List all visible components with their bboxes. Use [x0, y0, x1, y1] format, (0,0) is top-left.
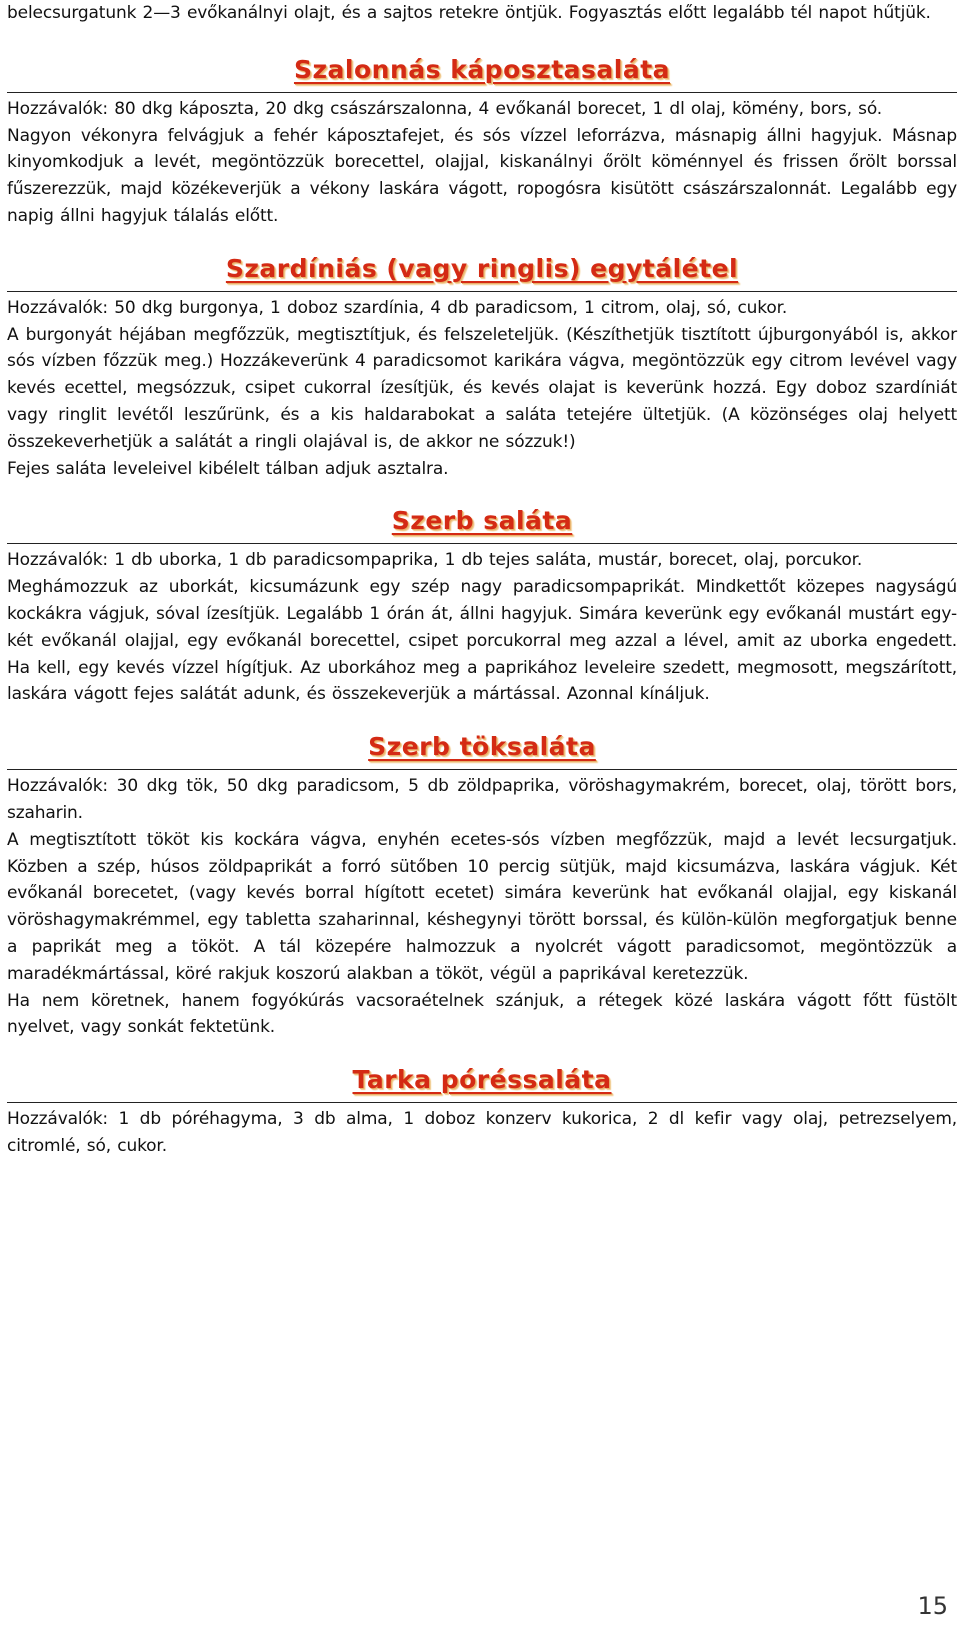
intro-paragraph: belecsurgatunk 2—3 evőkanálnyi olajt, és a sajtos retekre öntjük. Fogyasztás előtt legalább tél napot hűtjük.	[7, 3, 931, 23]
recipe-section	[7, 55, 957, 230]
ingredients-paragraph: Hozzávalók: 30 dkg tök, 50 dkg paradicsom, 5 db zöldpaprika, vöröshagymakrém, borecet, olaj, törött bors, szaharin.	[7, 776, 957, 823]
section-divider	[7, 92, 957, 93]
section-divider	[7, 291, 957, 292]
serving-paragraph: Ha nem köretnek, hanem fogyókúrás vacsoraételnek szánjuk, a rétegek közé laskára vágott főtt füstölt nyelvet, vagy sonkát fektetünk.	[7, 990, 957, 1038]
recipe-section	[7, 1065, 957, 1160]
ingredients-paragraph: Hozzávalók: 1 db póréhagyma, 3 db alma, 1 doboz konzerv kukorica, 2 dl kefir vagy olaj, petrezselyem, citromlé, só, cukor.	[7, 1109, 957, 1156]
section-divider	[7, 769, 957, 770]
recipe-section	[7, 732, 957, 1041]
method-paragraph: A burgonyát héjában megfőzzük, megtisztítjuk, és felszeleteljük. (Készíthetjük tisztított újburgonyából is, akkor sós vízben főzzük meg.) Hozzákeverünk 4 paradicsomot karikára vágva, megöntözzük egy citrom levével vagy kevés ecettel, megsózzuk, csipet cukorral ízesítjük, és kevés olajat is keverünk hozzá. Egy doboz szardíniát vagy ringlit levétől leszűrünk, és a kis haldarabokat a saláta tetejére ültetjük. (A közönséges olaj helyett összekeverhetjük a salátát a ringli olajával is, de akkor ne sózzuk!)	[7, 324, 957, 452]
page-content	[7, 0, 957, 1160]
ingredients-paragraph: Hozzávalók: 50 dkg burgonya, 1 doboz szardínia, 4 db paradicsom, 1 citrom, olaj, só, cukor.	[7, 297, 788, 318]
serving-paragraph: Fejes saláta leveleivel kibélelt tálban adjuk asztalra.	[7, 458, 449, 479]
recipe-section	[7, 506, 957, 708]
recipe-section	[7, 254, 957, 483]
section-divider	[7, 543, 957, 544]
recipe-title: Szerb töksaláta	[368, 732, 596, 762]
recipe-title: Tarka póréssaláta	[352, 1065, 612, 1095]
section-divider	[7, 1102, 957, 1103]
ingredients-paragraph: Hozzávalók: 1 db uborka, 1 db paradicsompaprika, 1 db tejes saláta, mustár, borecet, olaj, porcukor.	[7, 550, 863, 571]
recipe-title: Szardíniás (vagy ringlis) egytálétel	[225, 253, 739, 283]
method-paragraph: Meghámozzuk az uborkát, kicsumázunk egy szép nagy paradicsompaprikát. Mindkettőt közepes nagyságú kockákra vágjuk, sóval ízesítjük. Legalább 1 órán át, állni hagyjuk. Simára keverünk egy evőkanál mustárt egy-két evőkanál olajjal, egy evőkanál borecettel, csipet porcukorral meg azzal a lével, amit az uborka engedett. Ha kell, egy kevés vízzel hígítjuk. Az uborkához meg a paprikához leveleire szedett, megmosott, megszárított, laskára vágott fejes salátát adunk, és összekeverjük a mártással. Azonnal kínáljuk.	[7, 577, 957, 705]
method-paragraph: Nagyon vékonyra felvágjuk a fehér káposztafejet, és sós vízzel leforrázva, másnapig állni hagyjuk. Másnap kinyomkodjuk a levét, megöntözzük borecettel, olajjal, kiskanálnyi őrölt köménnyel és frissen őrölt borssal fűszerezzük, majd közékeverjük a vékony laskára vágott, ropogósra kisütött császárszalonnát. Legalább egy napig állni hagyjuk tálalás előtt.	[7, 125, 957, 226]
page-number: 15	[917, 1592, 948, 1620]
ingredients-paragraph: Hozzávalók: 80 dkg káposzta, 20 dkg császárszalonna, 4 evőkanál borecet, 1 dl olaj, kömény, bors, só.	[7, 98, 883, 119]
method-paragraph: A megtisztított tököt kis kockára vágva, enyhén ecetes-sós vízben megfőzzük, majd a levét lecsurgatjuk. Közben a szép, húsos zöldpaprikát a forró sütőben 10 percig sütjük, majd kicsumázva, laskára vágjuk. Két evőkanál borecetet, (vagy kevés borral hígított ecetet) simára keverünk hat evőkanál olajjal, egy kiskanál vöröshagymakrémmel, egy tabletta szaharinnal, késhegynyi törött borssal, és külön-külön megforgatjuk benne a paprikát meg a tököt. A tál közepére halmozzuk a nyolcrét vágott paradicsomot, megöntözzük a maradékmártással, köré rakjuk koszorú alakban a tököt, végül a paprikával keretezzük.	[7, 829, 957, 984]
recipe-title: Szerb saláta	[391, 506, 573, 536]
recipe-title: Szalonnás káposztasaláta	[293, 54, 671, 84]
